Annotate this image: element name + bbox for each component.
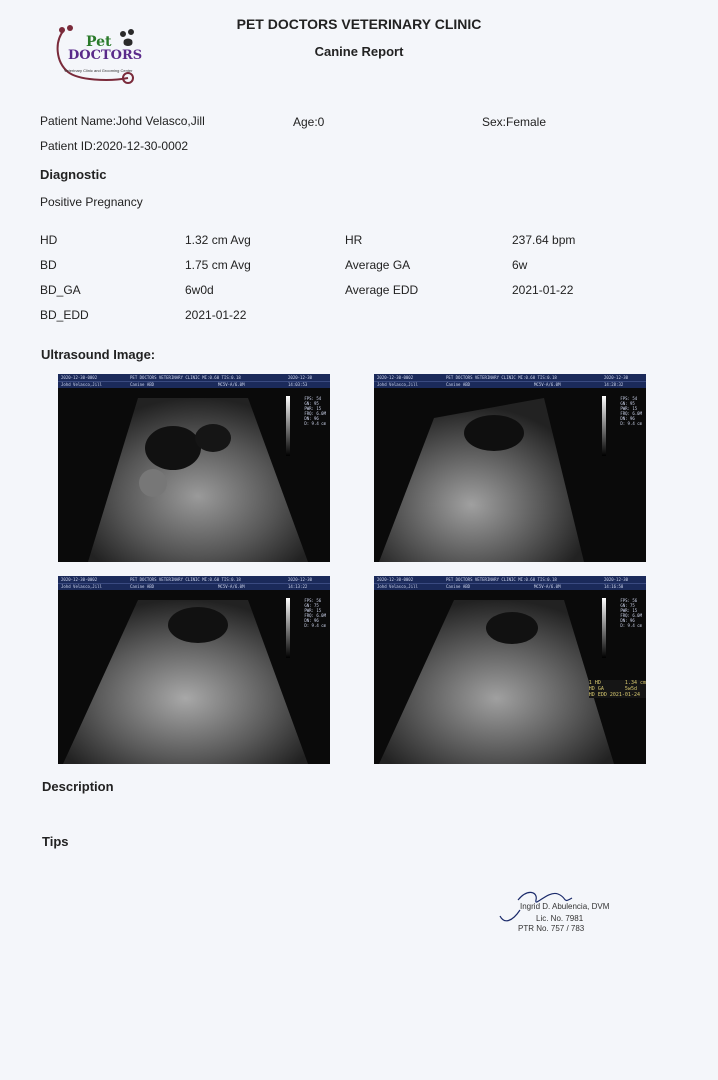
measure-value: 2021-01-22	[512, 283, 574, 297]
measure-value: 6w0d	[185, 283, 214, 297]
logo-text-pet: Pet	[86, 34, 112, 50]
license-number: Lic. No. 7981	[536, 914, 584, 923]
logo-tagline: Veterinary Clinic and Grooming Center	[64, 68, 133, 73]
tips-heading: Tips	[42, 834, 69, 849]
measure-label: HD	[40, 233, 58, 247]
logo-text-doctors: DOCTORS	[68, 48, 143, 63]
patient-sex: Sex:Female	[482, 115, 547, 129]
measure-label: HR	[345, 233, 363, 247]
description-heading: Description	[42, 779, 114, 794]
measure-value: 2021-01-22	[185, 308, 247, 322]
measure-label: Average GA	[345, 258, 411, 272]
signature-block	[498, 880, 618, 950]
report-title: Canine Report	[314, 44, 404, 59]
measure-value: 1.32 cm Avg	[185, 233, 251, 247]
measure-value: 237.64 bpm	[512, 233, 576, 247]
measure-label: BD_EDD	[40, 308, 89, 322]
ultrasound-image: 2020-12-30-0002 Johd Velasco,Jill PET DOCTORS VETERINARY CLINIC MI:0.60 TIS:0.18 Canine ABD MC5V-A/6.0M 2020-12-30 14:28:32 FPS: 54 GN: 95 PWR: 15 FRQ: 6.0M DN: 96 D: 9.4 cm	[374, 374, 646, 562]
ptr-number: PTR No. 757 / 783	[518, 924, 585, 933]
diagnostic-result: Positive Pregnancy	[40, 195, 143, 209]
measure-label: BD	[40, 258, 57, 272]
measure-value: 6w	[512, 258, 528, 272]
measure-value: 1.75 cm Avg	[185, 258, 251, 272]
ultrasound-image: 2020-12-30-0002 Johd Velasco,Jill PET DOCTORS VETERINARY CLINIC MI:0.60 TIS:0.18 Canine ABD MC5V-A/6.0M 2020-12-30 14:13:22 FPS: 56 GN: 75 PWR: 15 FRQ: 6.0M DN: 96 D: 9.4 cm	[58, 576, 330, 764]
ultrasound-image: 2020-12-30-0002 Johd Velasco,Jill PET DOCTORS VETERINARY CLINIC MI:0.60 TIS:0.18 Canine ABD MC5V-A/6.0M 2020-12-30 14:03:53 FPS: 54 GN: 95 PWR: 15 FRQ: 6.0M DN: 96 D: 9.4 cm	[58, 374, 330, 562]
measure-label: BD_GA	[40, 283, 81, 297]
diagnostic-heading: Diagnostic	[40, 167, 107, 182]
patient-name: Patient Name:Johd Velasco,Jill	[40, 114, 205, 128]
ultrasound-image: 2020-12-30-0002 Johd Velasco,Jill PET DOCTORS VETERINARY CLINIC MI:0.60 TIS:0.18 Canine ABD MC5V-A/6.0M 2020-12-30 14:16:58 FPS: 56 GN: 75 PWR: 15 FRQ: 6.0M DN: 96 D: 9.4 cm 1 HD 1.34 cm HD GA 5w5d HD EDD 2021-01-24	[374, 576, 646, 764]
ultrasound-heading: Ultrasound Image:	[41, 347, 156, 362]
signatory-name: Ingrid D. Abulencia, DVM	[520, 902, 610, 911]
measure-label: Average EDD	[345, 283, 419, 297]
clinic-name: PET DOCTORS VETERINARY CLINIC	[236, 16, 482, 32]
measurement-box: 1 HD 1.34 cm HD GA 5w5d HD EDD 2021-01-24	[588, 680, 646, 698]
patient-age: Age:0	[293, 115, 325, 129]
patient-id: Patient ID:2020-12-30-0002	[40, 139, 189, 153]
